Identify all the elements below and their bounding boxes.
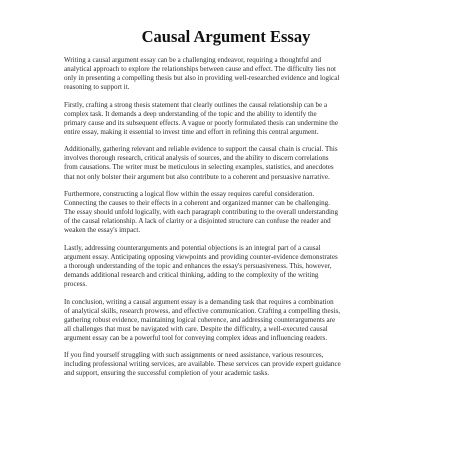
paragraph-line: Lastly, addressing counterarguments and potential objections is an integral part of a causal (64, 243, 321, 252)
paragraph-line: Writing a causal argument essay can be a challenging endeavor, requiring a thoughtful and (64, 56, 322, 64)
paragraph-line: If you find yourself struggling with such assignments or need assistance, various resources, (64, 351, 324, 360)
paragraph-line: from causations. The writer must be meticulous in selecting examples, statistics, and anecdotes (64, 163, 334, 172)
paragraph-line: involves thorough research, critical analysis of sources, and the ability to discern correlations (64, 154, 329, 163)
paragraph-line: demands additional research and critical thinking, adding to the complexity of the writing (64, 270, 319, 279)
paragraph-line: a thorough understanding of the topic and enhances the essay's persuasiveness. This, however, (64, 261, 332, 270)
paragraph-line: all challenges that must be navigated with care. Despite the difficulty, a well-executed causal (64, 324, 328, 333)
paragraph-line: process. (64, 279, 88, 288)
paragraph-line: including professional writing services, are available. These services can provide expert guidance (64, 360, 341, 369)
document-body (64, 56, 420, 387)
paragraph-line: that not only bolster their argument but also contribute to a coherent and persuasive narrative. (64, 172, 330, 181)
paragraph-line: of the causal relationship. A lack of clarity or a disjointed structure can confuse the reader and (64, 217, 331, 226)
paragraph-line: and support, ensuring the successful completion of your academic tasks. (64, 369, 270, 378)
paragraph-line: Additionally, gathering relevant and reliable evidence to support the causal chain is crucial. This (64, 145, 338, 154)
paragraph-line: of analytical skills, research prowess, and effective communication. Crafting a compelling thesis, (64, 306, 340, 315)
paragraph-line: complex task. It demands a deep understanding of the topic and the ability to identify the (64, 109, 317, 118)
paragraph (64, 145, 420, 181)
paragraph (64, 244, 420, 289)
paragraph-line: weaken the essay's impact. (64, 226, 141, 235)
paragraph (64, 298, 420, 343)
paragraph-line: Furthermore, constructing a logical flow within the essay requires careful consideration. (64, 190, 315, 199)
paragraph-line: argument essay. Anticipating opposing viewpoints and providing counter-evidence demonstrates (64, 252, 338, 261)
paragraph-line: analytical approach to explore the relationships between cause and effect. The difficulty lies not (64, 65, 336, 74)
paragraph (64, 190, 420, 235)
paragraph-line: reasoning to support it. (64, 83, 130, 92)
paragraph-line: gathering robust evidence, maintaining logical coherence, and addressing counterarguments are (64, 315, 336, 324)
paragraph (64, 351, 420, 378)
paragraph-line: The essay should unfold logically, with each paragraph contributing to the overall understanding (64, 208, 339, 217)
paragraph-line: argument essay can be a powerful tool for conveying complex ideas and influencing readers. (64, 333, 328, 342)
paragraph-line: entire essay, making it essential to invest time and effort in refining this central argument. (64, 127, 319, 136)
paragraph (64, 101, 420, 137)
paragraph-line: Firstly, crafting a strong thesis statement that clearly outlines the causal relationship can be a (64, 100, 328, 109)
paragraph (64, 56, 420, 92)
paragraph-line: only in presenting a compelling thesis but also in providing well-researched evidence and logical (64, 74, 340, 83)
paragraph-line: In conclusion, writing a causal argument essay is a demanding task that requires a combination (64, 297, 334, 306)
page-title: Causal Argument Essay (141, 27, 311, 46)
paragraph-line: primary cause and its subsequent effects. A vague or poorly formulated thesis can undermine the (64, 118, 338, 127)
paragraph-line: Connecting the causes to their effects in a coherent and organized manner can be challenging. (64, 199, 330, 208)
